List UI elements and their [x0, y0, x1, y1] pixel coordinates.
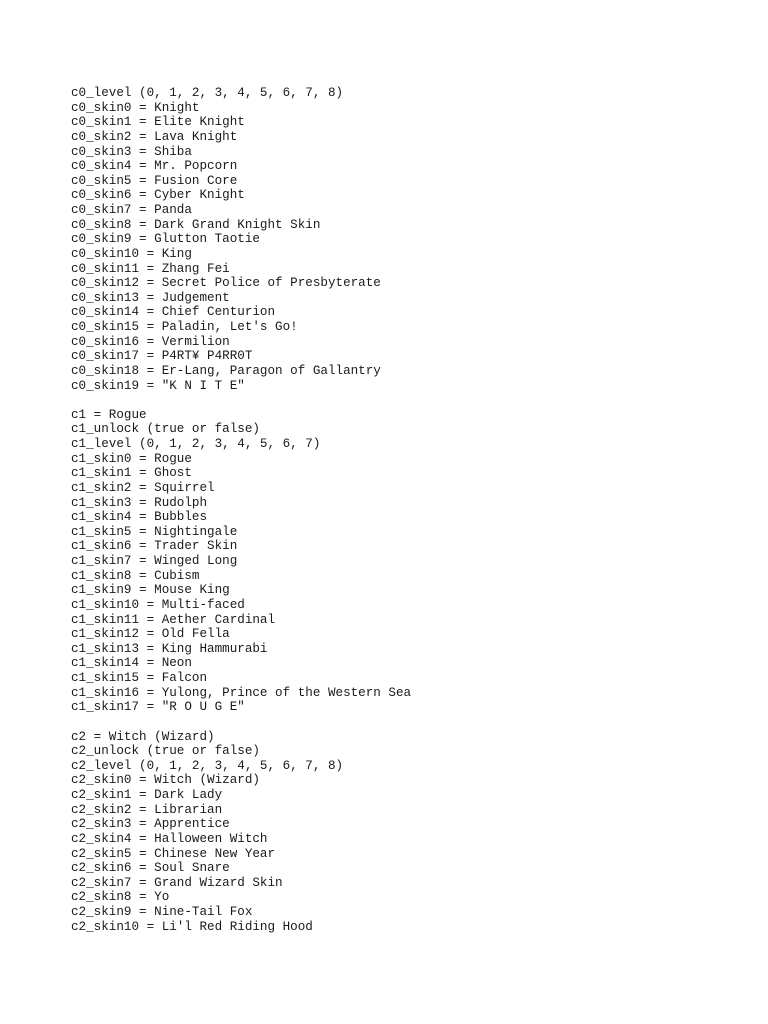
- text-line: c0_skin7 = Panda: [71, 203, 192, 217]
- text-line: c0_skin4 = Mr. Popcorn: [71, 159, 238, 174]
- text-line: c0_skin8 = Dark Grand Knight Skin: [71, 217, 321, 232]
- text-line: c0_skin15 = Paladin, Let's Go!: [71, 320, 298, 334]
- text-line: c2_skin3 = Apprentice: [71, 817, 230, 832]
- text-line: c0_skin10 = King: [71, 246, 192, 261]
- section-gap: [71, 715, 751, 730]
- text-line: c0_skin12 = Secret Police of Presbyterate: [71, 276, 381, 291]
- text-line: c1_skin2 = Squirrel: [71, 480, 215, 495]
- text-line: c1_skin5 = Nightingale: [71, 524, 238, 539]
- text-line: c1_skin12 = Old Fella: [71, 627, 230, 642]
- text-line: c2_skin2 = Librarian: [71, 802, 223, 817]
- text-line: c2_skin8 = Yo: [71, 890, 170, 905]
- text-line: c1_skin15 = Falcon: [71, 671, 208, 685]
- text-line: c2 = Witch (Wizard): [71, 729, 215, 744]
- document-body: [71, 86, 751, 934]
- text-line: c1_skin1 = Ghost: [71, 466, 192, 481]
- document-page: [71, 86, 751, 934]
- text-line: c2_level (0, 1, 2, 3, 4, 5, 6, 7, 8): [71, 758, 344, 773]
- text-line: c0_skin2 = Lava Knight: [71, 129, 238, 144]
- text-line: c2_skin4 = Halloween Witch: [71, 831, 268, 846]
- text-line: c0_skin17 = P4RT¥ P4RR0T: [71, 349, 253, 364]
- text-line: c0_skin1 = Elite Knight: [71, 115, 245, 130]
- text-line: c1_skin8 = Cubism: [71, 568, 200, 583]
- section-c1: [71, 408, 751, 715]
- text-line: c1 = Rogue: [71, 407, 147, 422]
- text-line: c1_skin10 = Multi-faced: [71, 597, 245, 612]
- text-line: c2_unlock (true or false): [71, 744, 260, 759]
- text-line: c1_skin0 = Rogue: [71, 451, 192, 466]
- text-line: c0_skin0 = Knight: [71, 100, 200, 115]
- text-line: c1_skin11 = Aether Cardinal: [71, 612, 276, 627]
- section-c2: [71, 730, 751, 935]
- text-line: c0_skin19 = "K N I T E": [71, 378, 245, 393]
- text-line: c2_skin9 = Nine-Tail Fox: [71, 905, 253, 919]
- text-line: c1_skin17 = "R O U G E": [71, 700, 245, 715]
- text-line: c2_skin5 = Chinese New Year: [71, 846, 276, 861]
- text-line: c2_skin6 = Soul Snare: [71, 861, 230, 876]
- text-line: c1_skin7 = Winged Long: [71, 554, 238, 568]
- text-line: c2_skin10 = Li'l Red Riding Hood: [71, 919, 313, 934]
- section-c0: [71, 86, 751, 393]
- text-line: c1_skin3 = Rudolph: [71, 495, 208, 510]
- text-line: c1_level (0, 1, 2, 3, 4, 5, 6, 7): [71, 437, 321, 451]
- text-line: c1_skin9 = Mouse King: [71, 583, 230, 598]
- text-line: c2_skin7 = Grand Wizard Skin: [71, 875, 283, 890]
- text-line: c1_skin14 = Neon: [71, 656, 192, 671]
- text-line: c1_skin13 = King Hammurabi: [71, 641, 268, 656]
- text-line: c1_skin4 = Bubbles: [71, 510, 208, 525]
- text-line: c2_skin0 = Witch (Wizard): [71, 773, 260, 788]
- text-line: c2_skin1 = Dark Lady: [71, 788, 223, 802]
- text-line: c0_skin9 = Glutton Taotie: [71, 232, 260, 247]
- text-line: c1_skin16 = Yulong, Prince of the Western Sea: [71, 685, 412, 700]
- text-line: c0_skin11 = Zhang Fei: [71, 261, 230, 276]
- section-gap: [71, 393, 751, 408]
- text-line: c0_skin3 = Shiba: [71, 144, 192, 159]
- text-line: c0_skin18 = Er-Lang, Paragon of Gallantry: [71, 363, 381, 378]
- text-line: c0_skin13 = Judgement: [71, 290, 230, 305]
- text-line: c0_skin16 = Vermilion: [71, 334, 230, 349]
- text-line: c0_skin6 = Cyber Knight: [71, 188, 245, 203]
- text-line: c1_skin6 = Trader Skin: [71, 539, 238, 554]
- text-line: c1_unlock (true or false): [71, 422, 260, 437]
- text-line: c0_skin5 = Fusion Core: [71, 173, 238, 188]
- text-line: c0_level (0, 1, 2, 3, 4, 5, 6, 7, 8): [71, 86, 344, 100]
- text-line: c0_skin14 = Chief Centurion: [71, 305, 276, 320]
